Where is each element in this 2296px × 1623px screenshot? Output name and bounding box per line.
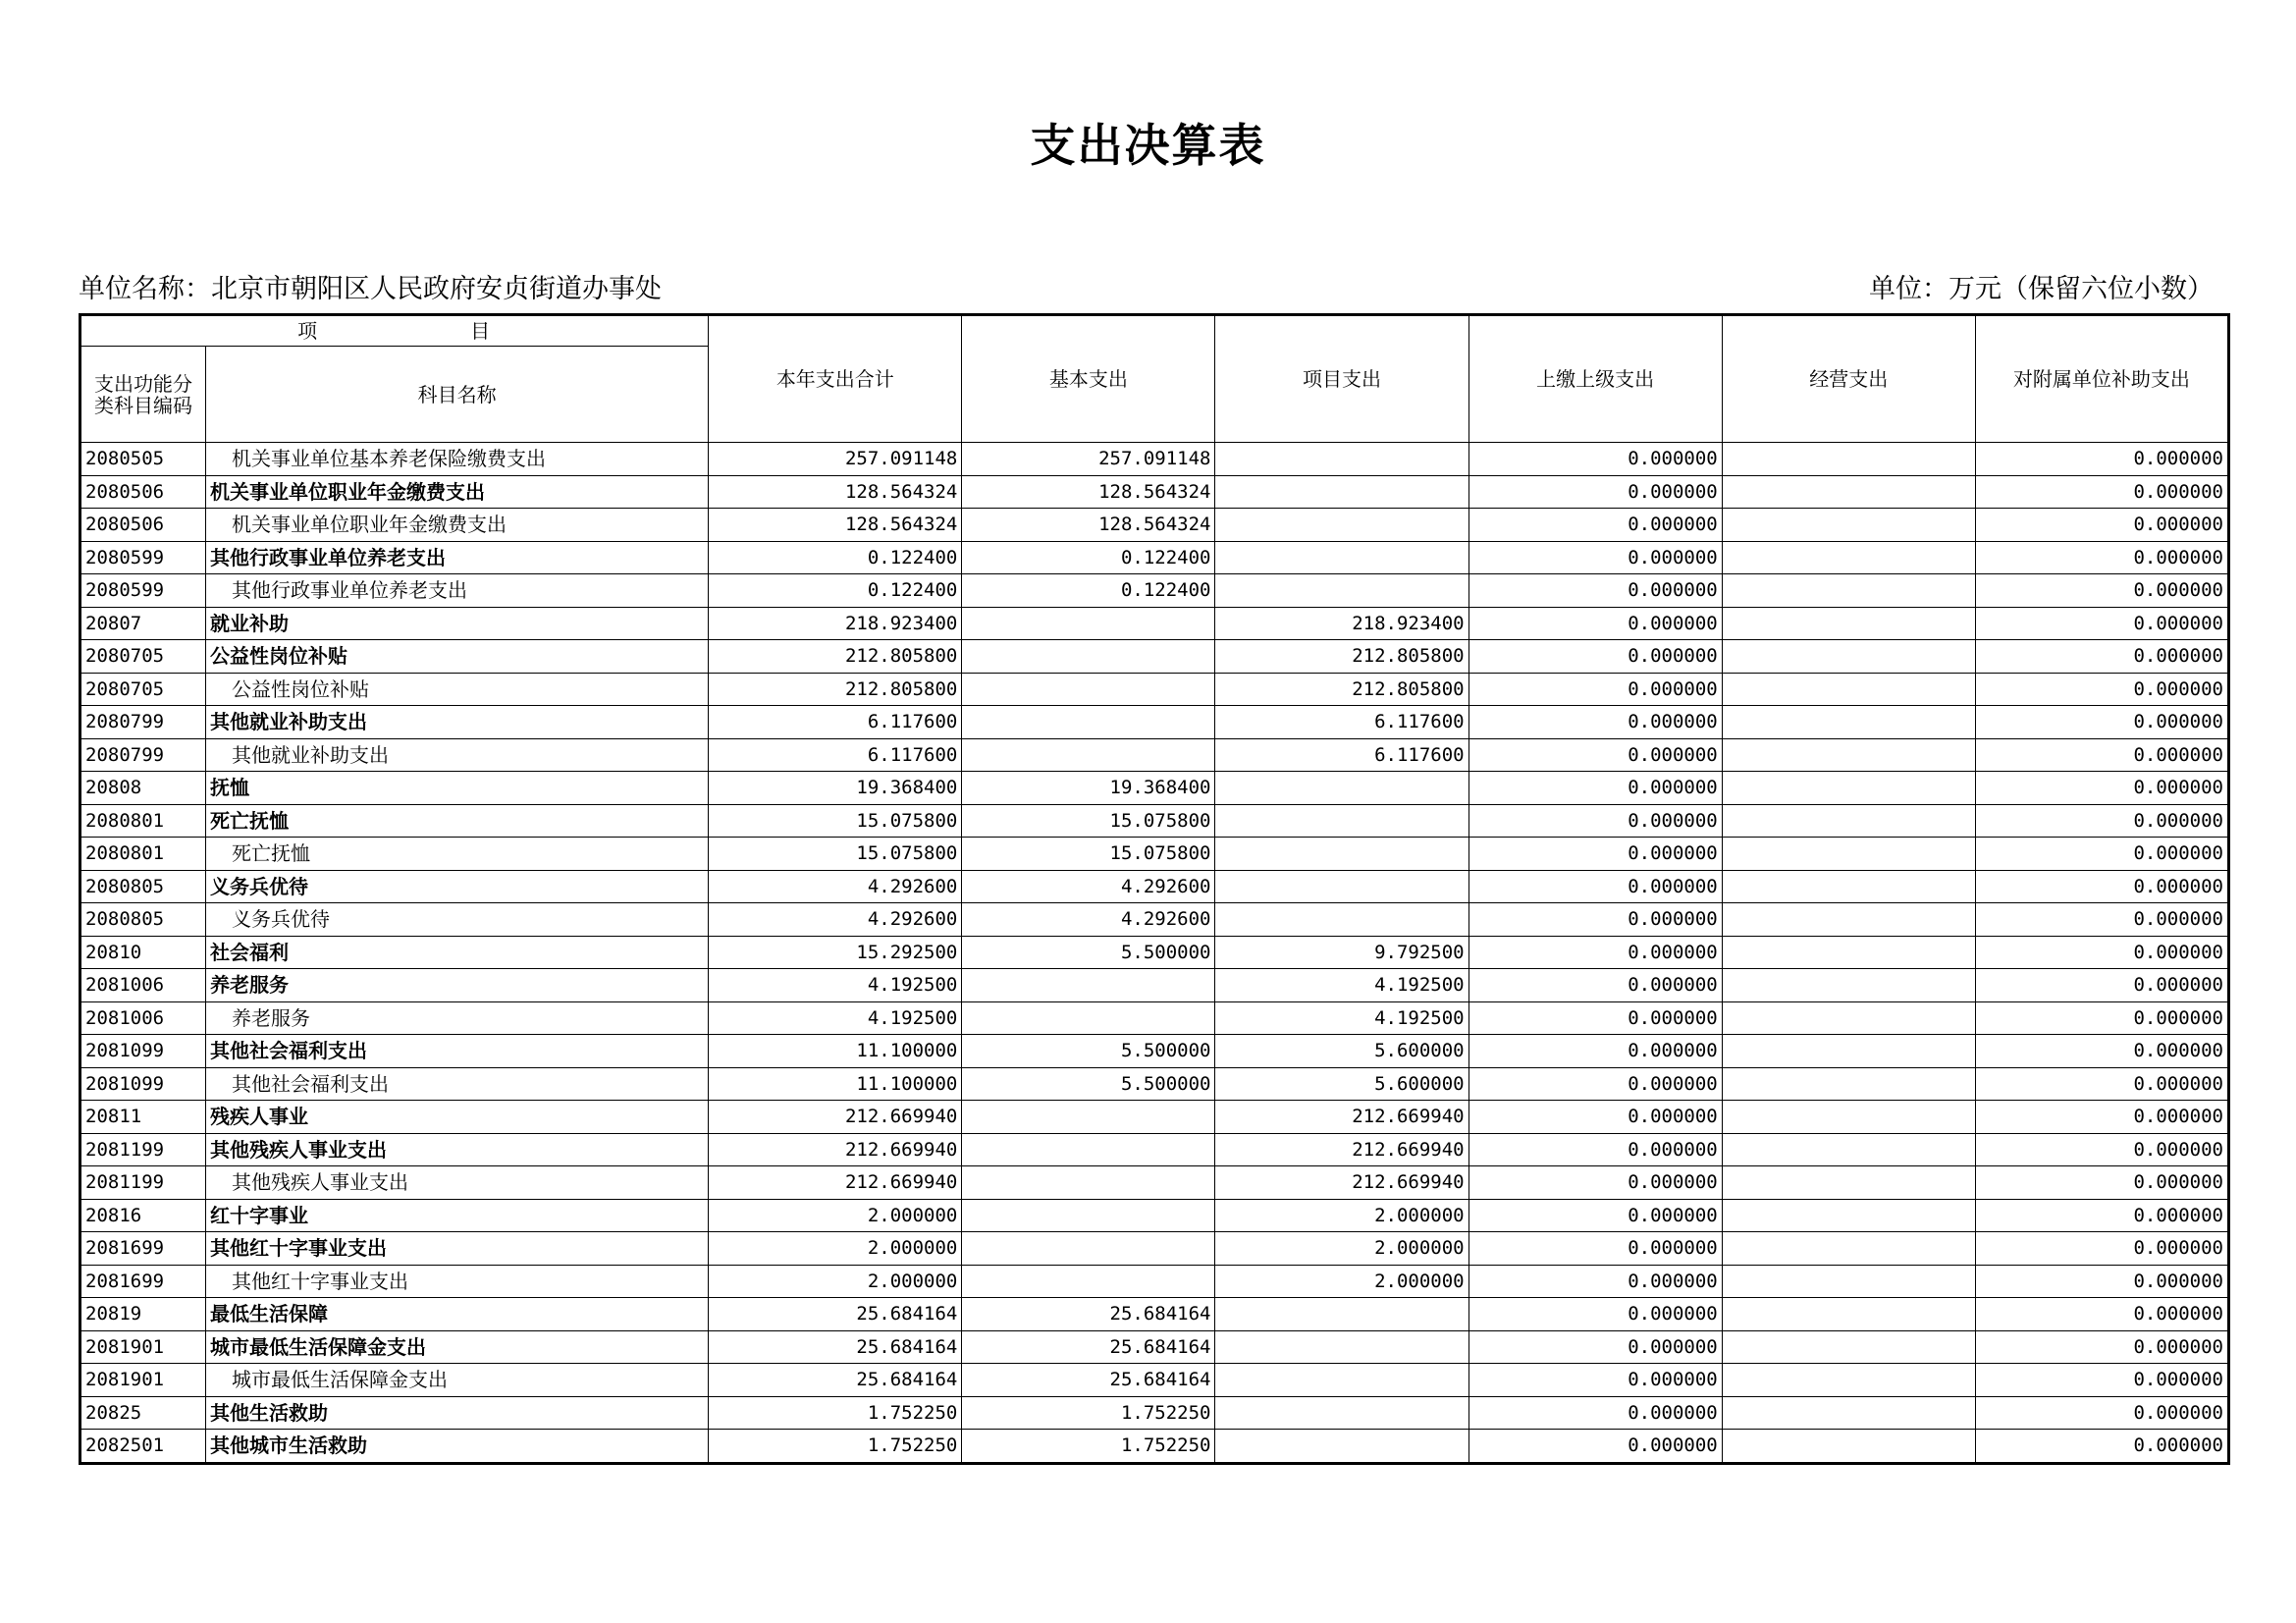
cell-total: 218.923400 xyxy=(709,607,962,640)
cell-name: 死亡抚恤 xyxy=(206,838,709,871)
cell-subsidy: 0.000000 xyxy=(1975,1035,2228,1068)
cell-subsidy: 0.000000 xyxy=(1975,1364,2228,1397)
cell-operating xyxy=(1722,738,1975,772)
table-row xyxy=(80,838,2229,871)
cell-upper: 0.000000 xyxy=(1468,870,1722,903)
cell-name: 城市最低生活保障金支出 xyxy=(206,1330,709,1364)
cell-upper: 0.000000 xyxy=(1468,443,1722,476)
cell-basic xyxy=(962,1265,1215,1298)
cell-total: 4.292600 xyxy=(709,870,962,903)
cell-project: 5.600000 xyxy=(1215,1035,1468,1068)
cell-operating xyxy=(1722,673,1975,706)
cell-project xyxy=(1215,1396,1468,1430)
cell-basic xyxy=(962,1101,1215,1134)
cell-subsidy: 0.000000 xyxy=(1975,640,2228,674)
cell-name: 养老服务 xyxy=(206,1001,709,1035)
cell-project: 6.117600 xyxy=(1215,738,1468,772)
cell-basic xyxy=(962,1199,1215,1232)
cell-total: 11.100000 xyxy=(709,1035,962,1068)
cell-code: 20811 xyxy=(80,1101,206,1134)
table-row xyxy=(80,475,2229,509)
cell-upper: 0.000000 xyxy=(1468,1199,1722,1232)
cell-total: 0.122400 xyxy=(709,574,962,608)
cell-subsidy: 0.000000 xyxy=(1975,870,2228,903)
cell-name: 社会福利 xyxy=(206,936,709,969)
cell-name: 机关事业单位职业年金缴费支出 xyxy=(206,475,709,509)
cell-upper: 0.000000 xyxy=(1468,1330,1722,1364)
cell-total: 2.000000 xyxy=(709,1265,962,1298)
cell-code: 20810 xyxy=(80,936,206,969)
cell-operating xyxy=(1722,1430,1975,1464)
cell-operating xyxy=(1722,936,1975,969)
cell-code: 2080599 xyxy=(80,541,206,574)
cell-basic: 5.500000 xyxy=(962,936,1215,969)
table-row xyxy=(80,1001,2229,1035)
cell-project: 6.117600 xyxy=(1215,706,1468,739)
cell-operating xyxy=(1722,475,1975,509)
cell-operating xyxy=(1722,838,1975,871)
cell-code: 2081006 xyxy=(80,1001,206,1035)
cell-project: 4.192500 xyxy=(1215,1001,1468,1035)
cell-operating xyxy=(1722,706,1975,739)
cell-subsidy: 0.000000 xyxy=(1975,1166,2228,1200)
cell-project xyxy=(1215,838,1468,871)
cell-operating xyxy=(1722,1101,1975,1134)
cell-operating xyxy=(1722,969,1975,1002)
cell-basic xyxy=(962,738,1215,772)
cell-total: 25.684164 xyxy=(709,1364,962,1397)
cell-name: 其他残疾人事业支出 xyxy=(206,1133,709,1166)
cell-name: 公益性岗位补贴 xyxy=(206,673,709,706)
cell-operating xyxy=(1722,1298,1975,1331)
cell-total: 212.805800 xyxy=(709,640,962,674)
cell-upper: 0.000000 xyxy=(1468,772,1722,805)
cell-code: 2080599 xyxy=(80,574,206,608)
cell-basic: 15.075800 xyxy=(962,804,1215,838)
cell-upper: 0.000000 xyxy=(1468,1133,1722,1166)
table-header xyxy=(80,315,2229,443)
cell-total: 25.684164 xyxy=(709,1298,962,1331)
cell-operating xyxy=(1722,1035,1975,1068)
cell-code: 2080805 xyxy=(80,903,206,937)
cell-code: 2080505 xyxy=(80,443,206,476)
cell-total: 4.292600 xyxy=(709,903,962,937)
cell-code: 20819 xyxy=(80,1298,206,1331)
cell-upper: 0.000000 xyxy=(1468,969,1722,1002)
cell-code: 2081199 xyxy=(80,1133,206,1166)
cell-upper: 0.000000 xyxy=(1468,903,1722,937)
cell-operating xyxy=(1722,443,1975,476)
header-code: 支出功能分类科目编码 xyxy=(80,347,206,443)
cell-upper: 0.000000 xyxy=(1468,706,1722,739)
cell-operating xyxy=(1722,1166,1975,1200)
cell-subsidy: 0.000000 xyxy=(1975,1232,2228,1266)
cell-upper: 0.000000 xyxy=(1468,607,1722,640)
cell-subsidy: 0.000000 xyxy=(1975,443,2228,476)
cell-basic: 4.292600 xyxy=(962,870,1215,903)
table-row xyxy=(80,1330,2229,1364)
table-row xyxy=(80,1232,2229,1266)
cell-code: 2080506 xyxy=(80,475,206,509)
header-project: 项目支出 xyxy=(1215,315,1468,443)
table-row xyxy=(80,1396,2229,1430)
cell-upper: 0.000000 xyxy=(1468,1067,1722,1101)
cell-basic xyxy=(962,640,1215,674)
cell-code: 2080705 xyxy=(80,673,206,706)
cell-basic: 1.752250 xyxy=(962,1396,1215,1430)
cell-code: 2080799 xyxy=(80,706,206,739)
cell-subsidy: 0.000000 xyxy=(1975,706,2228,739)
cell-project xyxy=(1215,1330,1468,1364)
cell-project: 2.000000 xyxy=(1215,1199,1468,1232)
cell-code: 2080506 xyxy=(80,509,206,542)
cell-project xyxy=(1215,1298,1468,1331)
cell-operating xyxy=(1722,870,1975,903)
cell-subsidy: 0.000000 xyxy=(1975,772,2228,805)
cell-operating xyxy=(1722,574,1975,608)
cell-total: 15.075800 xyxy=(709,804,962,838)
cell-basic: 0.122400 xyxy=(962,541,1215,574)
cell-project: 2.000000 xyxy=(1215,1265,1468,1298)
cell-total: 1.752250 xyxy=(709,1396,962,1430)
cell-total: 15.075800 xyxy=(709,838,962,871)
cell-total: 128.564324 xyxy=(709,475,962,509)
cell-upper: 0.000000 xyxy=(1468,1364,1722,1397)
cell-basic: 15.075800 xyxy=(962,838,1215,871)
cell-project: 212.805800 xyxy=(1215,640,1468,674)
cell-upper: 0.000000 xyxy=(1468,1101,1722,1134)
table-row xyxy=(80,1166,2229,1200)
cell-code: 2081006 xyxy=(80,969,206,1002)
cell-project: 9.792500 xyxy=(1215,936,1468,969)
cell-name: 抚恤 xyxy=(206,772,709,805)
cell-project xyxy=(1215,804,1468,838)
cell-upper: 0.000000 xyxy=(1468,738,1722,772)
cell-name: 红十字事业 xyxy=(206,1199,709,1232)
cell-project: 212.669940 xyxy=(1215,1133,1468,1166)
cell-project: 212.805800 xyxy=(1215,673,1468,706)
cell-subsidy: 0.000000 xyxy=(1975,738,2228,772)
cell-name: 其他就业补助支出 xyxy=(206,706,709,739)
cell-total: 212.669940 xyxy=(709,1133,962,1166)
cell-upper: 0.000000 xyxy=(1468,475,1722,509)
cell-total: 257.091148 xyxy=(709,443,962,476)
cell-total: 11.100000 xyxy=(709,1067,962,1101)
cell-basic: 128.564324 xyxy=(962,509,1215,542)
cell-name: 城市最低生活保障金支出 xyxy=(206,1364,709,1397)
cell-total: 212.805800 xyxy=(709,673,962,706)
cell-project xyxy=(1215,1430,1468,1464)
header-subsidy: 对附属单位补助支出 xyxy=(1975,315,2228,443)
cell-code: 2080805 xyxy=(80,870,206,903)
cell-subsidy: 0.000000 xyxy=(1975,838,2228,871)
cell-code: 2081199 xyxy=(80,1166,206,1200)
cell-total: 212.669940 xyxy=(709,1101,962,1134)
cell-name: 最低生活保障 xyxy=(206,1298,709,1331)
cell-subsidy: 0.000000 xyxy=(1975,1430,2228,1464)
cell-total: 1.752250 xyxy=(709,1430,962,1464)
cell-basic: 25.684164 xyxy=(962,1330,1215,1364)
cell-code: 20825 xyxy=(80,1396,206,1430)
cell-basic xyxy=(962,1133,1215,1166)
cell-project xyxy=(1215,772,1468,805)
cell-basic: 25.684164 xyxy=(962,1364,1215,1397)
header-name: 科目名称 xyxy=(206,347,709,443)
cell-code: 2080705 xyxy=(80,640,206,674)
cell-code: 2081099 xyxy=(80,1067,206,1101)
cell-name: 机关事业单位基本养老保险缴费支出 xyxy=(206,443,709,476)
table-row xyxy=(80,640,2229,674)
expenditure-table xyxy=(79,313,2230,1465)
table-row xyxy=(80,804,2229,838)
cell-operating xyxy=(1722,1396,1975,1430)
cell-subsidy: 0.000000 xyxy=(1975,969,2228,1002)
cell-operating xyxy=(1722,509,1975,542)
cell-code: 2082501 xyxy=(80,1430,206,1464)
cell-upper: 0.000000 xyxy=(1468,640,1722,674)
cell-name: 其他社会福利支出 xyxy=(206,1035,709,1068)
cell-total: 19.368400 xyxy=(709,772,962,805)
cell-basic: 4.292600 xyxy=(962,903,1215,937)
cell-basic: 0.122400 xyxy=(962,574,1215,608)
cell-total: 6.117600 xyxy=(709,706,962,739)
cell-upper: 0.000000 xyxy=(1468,1396,1722,1430)
cell-name: 死亡抚恤 xyxy=(206,804,709,838)
cell-name: 其他行政事业单位养老支出 xyxy=(206,541,709,574)
cell-operating xyxy=(1722,1232,1975,1266)
cell-name: 其他生活救助 xyxy=(206,1396,709,1430)
cell-name: 其他就业补助支出 xyxy=(206,738,709,772)
cell-name: 义务兵优待 xyxy=(206,870,709,903)
cell-project xyxy=(1215,574,1468,608)
table-row xyxy=(80,1101,2229,1134)
table-row xyxy=(80,443,2229,476)
cell-name: 残疾人事业 xyxy=(206,1101,709,1134)
cell-subsidy: 0.000000 xyxy=(1975,936,2228,969)
table-row xyxy=(80,903,2229,937)
cell-basic: 19.368400 xyxy=(962,772,1215,805)
cell-total: 2.000000 xyxy=(709,1199,962,1232)
table-body xyxy=(80,443,2229,1464)
cell-code: 2081099 xyxy=(80,1035,206,1068)
table-row xyxy=(80,574,2229,608)
cell-total: 212.669940 xyxy=(709,1166,962,1200)
cell-subsidy: 0.000000 xyxy=(1975,541,2228,574)
cell-subsidy: 0.000000 xyxy=(1975,673,2228,706)
cell-total: 25.684164 xyxy=(709,1330,962,1364)
cell-operating xyxy=(1722,1330,1975,1364)
table-row xyxy=(80,870,2229,903)
table-row xyxy=(80,969,2229,1002)
cell-code: 2080801 xyxy=(80,804,206,838)
cell-name: 义务兵优待 xyxy=(206,903,709,937)
cell-basic xyxy=(962,607,1215,640)
cell-subsidy: 0.000000 xyxy=(1975,1396,2228,1430)
cell-total: 128.564324 xyxy=(709,509,962,542)
unit-label: 单位：万元（保留六位小数） xyxy=(1869,274,2214,304)
cell-basic xyxy=(962,1232,1215,1266)
cell-name: 其他红十字事业支出 xyxy=(206,1265,709,1298)
cell-upper: 0.000000 xyxy=(1468,1166,1722,1200)
cell-operating xyxy=(1722,903,1975,937)
cell-basic: 1.752250 xyxy=(962,1430,1215,1464)
header-operating: 经营支出 xyxy=(1722,315,1975,443)
cell-name: 养老服务 xyxy=(206,969,709,1002)
cell-project: 5.600000 xyxy=(1215,1067,1468,1101)
cell-code: 2081901 xyxy=(80,1330,206,1364)
header-total: 本年支出合计 xyxy=(709,315,962,443)
cell-subsidy: 0.000000 xyxy=(1975,509,2228,542)
cell-operating xyxy=(1722,1133,1975,1166)
cell-total: 6.117600 xyxy=(709,738,962,772)
cell-subsidy: 0.000000 xyxy=(1975,804,2228,838)
cell-operating xyxy=(1722,541,1975,574)
cell-upper: 0.000000 xyxy=(1468,1001,1722,1035)
table-row xyxy=(80,772,2229,805)
table-row xyxy=(80,738,2229,772)
cell-name: 其他残疾人事业支出 xyxy=(206,1166,709,1200)
cell-upper: 0.000000 xyxy=(1468,1035,1722,1068)
table-row xyxy=(80,936,2229,969)
cell-upper: 0.000000 xyxy=(1468,1430,1722,1464)
cell-code: 2081699 xyxy=(80,1232,206,1266)
cell-upper: 0.000000 xyxy=(1468,673,1722,706)
table-row xyxy=(80,1035,2229,1068)
cell-basic: 5.500000 xyxy=(962,1035,1215,1068)
cell-upper: 0.000000 xyxy=(1468,574,1722,608)
cell-upper: 0.000000 xyxy=(1468,541,1722,574)
cell-project xyxy=(1215,541,1468,574)
cell-project xyxy=(1215,870,1468,903)
cell-basic xyxy=(962,706,1215,739)
cell-upper: 0.000000 xyxy=(1468,804,1722,838)
cell-code: 20807 xyxy=(80,607,206,640)
cell-project xyxy=(1215,443,1468,476)
cell-basic: 5.500000 xyxy=(962,1067,1215,1101)
cell-name: 就业补助 xyxy=(206,607,709,640)
cell-subsidy: 0.000000 xyxy=(1975,903,2228,937)
header-upper: 上缴上级支出 xyxy=(1468,315,1722,443)
cell-code: 2080799 xyxy=(80,738,206,772)
cell-code: 2081901 xyxy=(80,1364,206,1397)
cell-subsidy: 0.000000 xyxy=(1975,1133,2228,1166)
table-row xyxy=(80,1265,2229,1298)
cell-upper: 0.000000 xyxy=(1468,1232,1722,1266)
table-row xyxy=(80,1298,2229,1331)
cell-basic xyxy=(962,673,1215,706)
cell-name: 公益性岗位补贴 xyxy=(206,640,709,674)
cell-subsidy: 0.000000 xyxy=(1975,574,2228,608)
cell-project: 4.192500 xyxy=(1215,969,1468,1002)
table-row xyxy=(80,541,2229,574)
cell-operating xyxy=(1722,1067,1975,1101)
cell-upper: 0.000000 xyxy=(1468,509,1722,542)
cell-subsidy: 0.000000 xyxy=(1975,607,2228,640)
cell-operating xyxy=(1722,804,1975,838)
cell-subsidy: 0.000000 xyxy=(1975,1330,2228,1364)
table-row xyxy=(80,1133,2229,1166)
cell-upper: 0.000000 xyxy=(1468,936,1722,969)
cell-upper: 0.000000 xyxy=(1468,1265,1722,1298)
cell-subsidy: 0.000000 xyxy=(1975,1101,2228,1134)
cell-operating xyxy=(1722,1001,1975,1035)
cell-basic: 128.564324 xyxy=(962,475,1215,509)
table-row xyxy=(80,1067,2229,1101)
cell-operating xyxy=(1722,607,1975,640)
cell-project xyxy=(1215,509,1468,542)
cell-basic xyxy=(962,969,1215,1002)
header-item: 项 目 xyxy=(80,315,709,347)
cell-project xyxy=(1215,903,1468,937)
cell-project: 2.000000 xyxy=(1215,1232,1468,1266)
cell-subsidy: 0.000000 xyxy=(1975,1298,2228,1331)
cell-project: 218.923400 xyxy=(1215,607,1468,640)
cell-project xyxy=(1215,1364,1468,1397)
cell-basic xyxy=(962,1166,1215,1200)
cell-code: 20816 xyxy=(80,1199,206,1232)
cell-project: 212.669940 xyxy=(1215,1166,1468,1200)
cell-project xyxy=(1215,475,1468,509)
cell-upper: 0.000000 xyxy=(1468,1298,1722,1331)
table-row xyxy=(80,1364,2229,1397)
table-row xyxy=(80,673,2229,706)
cell-total: 4.192500 xyxy=(709,1001,962,1035)
table-row xyxy=(80,607,2229,640)
cell-name: 其他社会福利支出 xyxy=(206,1067,709,1101)
cell-operating xyxy=(1722,640,1975,674)
cell-project: 212.669940 xyxy=(1215,1101,1468,1134)
cell-upper: 0.000000 xyxy=(1468,838,1722,871)
cell-subsidy: 0.000000 xyxy=(1975,1001,2228,1035)
cell-code: 2080801 xyxy=(80,838,206,871)
cell-basic: 257.091148 xyxy=(962,443,1215,476)
table-row xyxy=(80,1199,2229,1232)
cell-subsidy: 0.000000 xyxy=(1975,1199,2228,1232)
table-row xyxy=(80,509,2229,542)
table-row xyxy=(80,1430,2229,1464)
cell-basic: 25.684164 xyxy=(962,1298,1215,1331)
cell-total: 0.122400 xyxy=(709,541,962,574)
cell-basic xyxy=(962,1001,1215,1035)
cell-subsidy: 0.000000 xyxy=(1975,475,2228,509)
header-basic: 基本支出 xyxy=(962,315,1215,443)
cell-name: 其他红十字事业支出 xyxy=(206,1232,709,1266)
cell-code: 20808 xyxy=(80,772,206,805)
cell-name: 机关事业单位职业年金缴费支出 xyxy=(206,509,709,542)
page-title: 支出决算表 xyxy=(1030,119,1266,172)
cell-total: 15.292500 xyxy=(709,936,962,969)
cell-operating xyxy=(1722,1265,1975,1298)
cell-total: 4.192500 xyxy=(709,969,962,1002)
cell-name: 其他行政事业单位养老支出 xyxy=(206,574,709,608)
cell-name: 其他城市生活救助 xyxy=(206,1430,709,1464)
cell-code: 2081699 xyxy=(80,1265,206,1298)
cell-total: 2.000000 xyxy=(709,1232,962,1266)
cell-operating xyxy=(1722,1364,1975,1397)
table-row xyxy=(80,706,2229,739)
cell-operating xyxy=(1722,1199,1975,1232)
cell-subsidy: 0.000000 xyxy=(1975,1265,2228,1298)
organization-label: 单位名称：北京市朝阳区人民政府安贞街道办事处 xyxy=(79,274,662,304)
cell-subsidy: 0.000000 xyxy=(1975,1067,2228,1101)
cell-operating xyxy=(1722,772,1975,805)
